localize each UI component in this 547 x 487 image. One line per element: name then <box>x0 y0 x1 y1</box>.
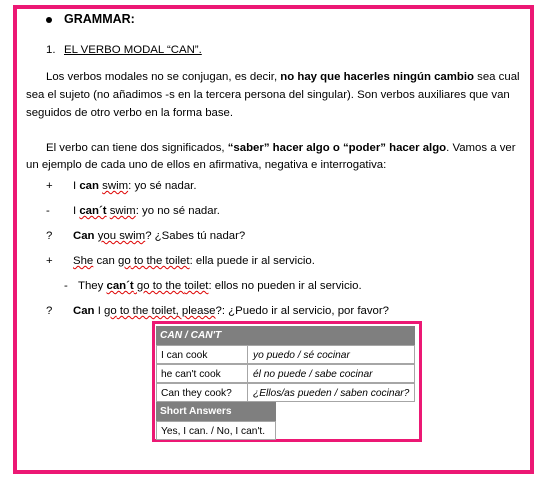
table-cell-es: yo puedo / sé cocinar <box>248 345 415 364</box>
text-span: They <box>78 280 107 292</box>
paragraph1-line1 <box>46 70 520 84</box>
text-span: toilet <box>165 255 190 267</box>
text-span: Los verbos modales no se conjugan, es decir, <box>46 71 281 83</box>
bullet-icon <box>46 17 52 23</box>
grammar-heading: GRAMMAR: <box>64 12 135 26</box>
example-line <box>78 279 362 293</box>
example-line <box>73 229 245 243</box>
short-answers-value: Yes, I can. / No, I can't. <box>156 421 276 440</box>
text-span: ?: ¿Puedo ir al servicio, por favor? <box>215 305 389 317</box>
paragraph2-line1 <box>46 141 516 155</box>
paragraph1-line3: seguidos de otro verbo en la forma base. <box>26 107 234 119</box>
text-span-bold: can´t <box>79 205 107 217</box>
text-span: go <box>117 255 131 267</box>
text-span-bold: Can <box>73 305 95 317</box>
text-span-bold: can´t <box>106 280 134 292</box>
section-title: EL VERBO MODAL “CAN”. <box>64 44 202 56</box>
table-header: CAN / CAN'T <box>156 326 415 345</box>
paragraph1-line2: sea el sujeto (no añadimos -s en la tercera persona del singular). Son verbos auxiliares que van <box>26 89 510 101</box>
text-span: swim <box>109 205 136 217</box>
table-row <box>156 383 415 402</box>
text-span: swim <box>102 180 129 192</box>
example-line <box>73 304 389 318</box>
text-span: I <box>94 305 105 317</box>
text-span-bold: no hay que hacerles ningún cambio <box>280 71 474 83</box>
example-line <box>73 254 315 268</box>
text-span: : ella puede ir al servicio. <box>189 255 315 267</box>
example-marker: ? <box>46 230 53 242</box>
text-span: you swim <box>97 230 146 242</box>
paragraph2-line2: un ejemplo de cada uno de ellos en afirmativa, negativa e interrogativa: <box>26 159 387 171</box>
text-span: She <box>73 255 94 267</box>
text-span: : yo no sé nadar. <box>135 205 220 217</box>
text-span: : yo sé nadar. <box>128 180 197 192</box>
table-row <box>156 364 415 383</box>
text-span: El verbo can tiene dos significados, <box>46 142 228 154</box>
table-cell-es: ¿Ellos/as pueden / saben cocinar? <box>248 383 415 402</box>
example-marker: - <box>64 280 68 292</box>
text-span: I <box>73 180 80 192</box>
text-span-bold: can <box>79 180 99 192</box>
table-row <box>156 345 415 364</box>
table-cell-es: él no puede / sabe cocinar <box>248 364 415 383</box>
text-span: toilet <box>184 280 209 292</box>
short-answers-label: Short Answers <box>156 402 276 421</box>
table-cell-en: Can they cook? <box>156 383 248 402</box>
text-span: sea cual <box>473 71 520 83</box>
text-span: can <box>93 255 118 267</box>
text-span: I <box>73 205 80 217</box>
text-span: to the <box>116 305 152 317</box>
table-cell-en: I can cook <box>156 345 248 364</box>
text-span-bold: Can <box>73 230 95 242</box>
text-span: . Vamos a ver <box>446 142 516 154</box>
text-span: ? ¿Sabes tú nadar? <box>145 230 246 242</box>
example-marker: + <box>46 180 53 192</box>
text-span: to the <box>130 255 166 267</box>
example-marker: + <box>46 255 53 267</box>
text-span: : ellos no pueden ir al servicio. <box>208 280 362 292</box>
text-span: toilet, please <box>151 305 216 317</box>
text-span: go <box>104 305 117 317</box>
text-span: go to the <box>133 280 185 292</box>
text-span-bold: “saber” hacer algo o “poder” hacer algo <box>227 142 447 154</box>
example-marker: ? <box>46 305 53 317</box>
example-marker: - <box>46 205 50 217</box>
table-cell-en: he can't cook <box>156 364 248 383</box>
section-number: 1. <box>46 44 56 56</box>
example-line <box>73 204 220 218</box>
example-line <box>73 179 197 193</box>
